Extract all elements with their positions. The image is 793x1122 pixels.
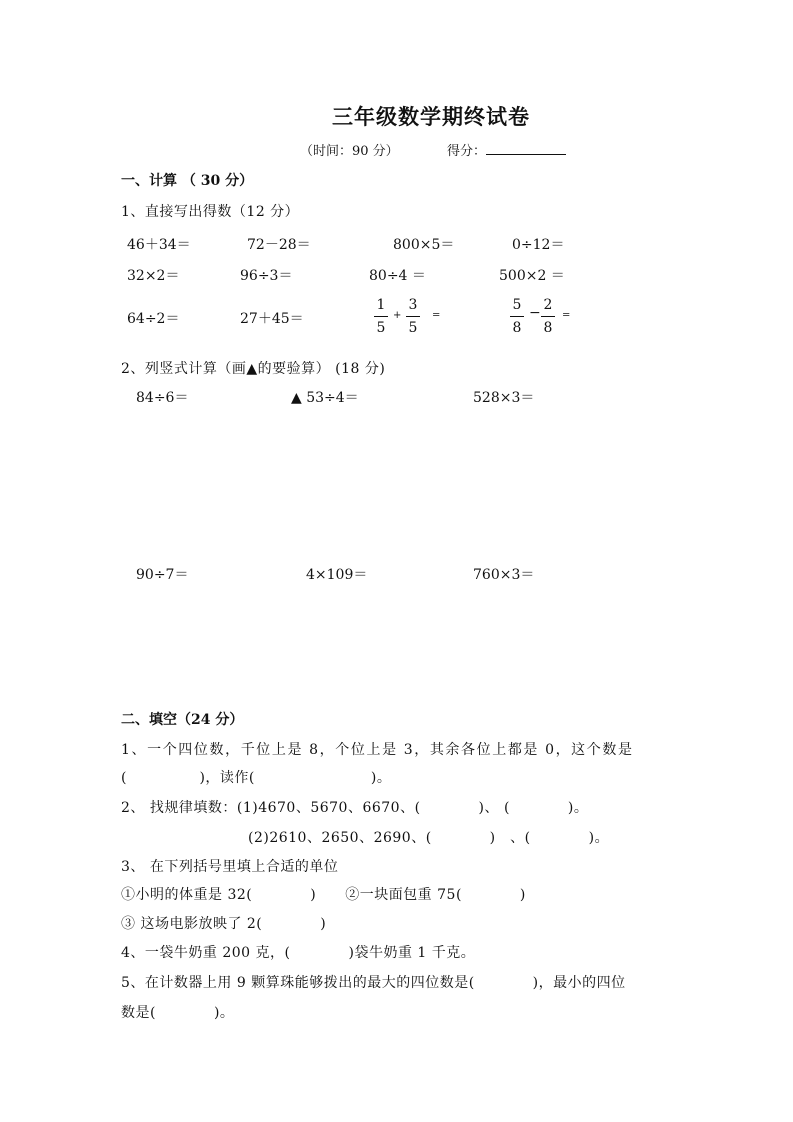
fill-line: 数是( )。 (121, 1005, 235, 1021)
calc-item: 96÷3＝ (240, 268, 293, 284)
vertical-calc-item: 90÷7＝ (136, 567, 189, 583)
exam-time: （时间：90 分） (300, 144, 399, 159)
fraction-equals: = (562, 310, 571, 321)
calc-item: 0÷12＝ (512, 237, 565, 253)
vertical-calc-item: 84÷6＝ (136, 390, 189, 406)
fraction-denominator: 5 (408, 320, 418, 336)
fraction (374, 296, 388, 337)
fill-line: 5、在计数器上用 9 颗算珠能够拨出的最大的四位数是( )，最小的四位 (121, 975, 626, 991)
calc-item: 46＋34＝ (127, 237, 191, 253)
fraction-denominator: 8 (543, 320, 553, 336)
score-label (447, 140, 566, 159)
calc-item: 500×2 ＝ (499, 268, 565, 284)
page-title: 三年级数学期终试卷 (332, 105, 530, 129)
calc-item: 72－28＝ (247, 237, 311, 253)
q1-label: 1、直接写出得数（12 分） (121, 204, 300, 220)
calc-item: 27＋45＝ (240, 311, 304, 327)
fill-line: ( )，读作( )。 (121, 770, 392, 786)
calc-item: 64÷2＝ (127, 311, 180, 327)
fraction (406, 296, 420, 337)
vertical-calc-item: ▲ 53÷4＝ (291, 390, 359, 406)
fill-line: ①小明的体重是 32( ) ②一块面包重 75( ) (121, 887, 526, 903)
fill-line: ③ 这场电影放映了 2( ) (121, 916, 327, 932)
fill-line: 4、一袋牛奶重 200 克，( )袋牛奶重 1 千克。 (121, 945, 476, 961)
vertical-calc-item: 4×109＝ (306, 567, 368, 583)
fill-line: 3、 在下列括号里填上合适的单位 (121, 859, 339, 875)
fraction-denominator: 8 (512, 320, 522, 336)
fill-line: 1、一个四位数，千位上是 8，个位上是 3，其余各位上都是 0，这个数是 (121, 742, 634, 758)
fraction-numerator: 5 (512, 297, 522, 313)
fraction-numerator: 2 (543, 297, 553, 313)
section2-heading: 二、填空（24 分） (121, 712, 244, 728)
section1-heading: 一、计算 （ 30 分） (121, 173, 254, 189)
fill-line: 2、 找规律填数：(1)4670、5670、6670、( )、 ( )。 (121, 800, 589, 816)
vertical-calc-item: 760×3＝ (473, 567, 535, 583)
fill-line: (2)2610、2650、2690、( ) 、( )。 (248, 830, 610, 846)
q2-label: 2、列竖式计算（画▲的要验算） (18 分) (121, 361, 386, 377)
calc-item: 32×2＝ (127, 268, 180, 284)
fraction-numerator: 1 (376, 297, 386, 313)
fraction (541, 296, 555, 337)
fraction-operator: + (393, 310, 402, 321)
fraction (510, 296, 524, 337)
fraction-equals: = (432, 310, 441, 321)
vertical-calc-item: 528×3＝ (473, 390, 535, 406)
fraction-operator: − (529, 305, 541, 321)
fraction-denominator: 5 (376, 320, 386, 336)
calc-item: 800×5＝ (393, 237, 455, 253)
fraction-numerator: 3 (408, 297, 418, 313)
calc-item: 80÷4 ＝ (369, 268, 426, 284)
score-blank (486, 140, 566, 155)
score-text: 得分： (447, 144, 487, 159)
